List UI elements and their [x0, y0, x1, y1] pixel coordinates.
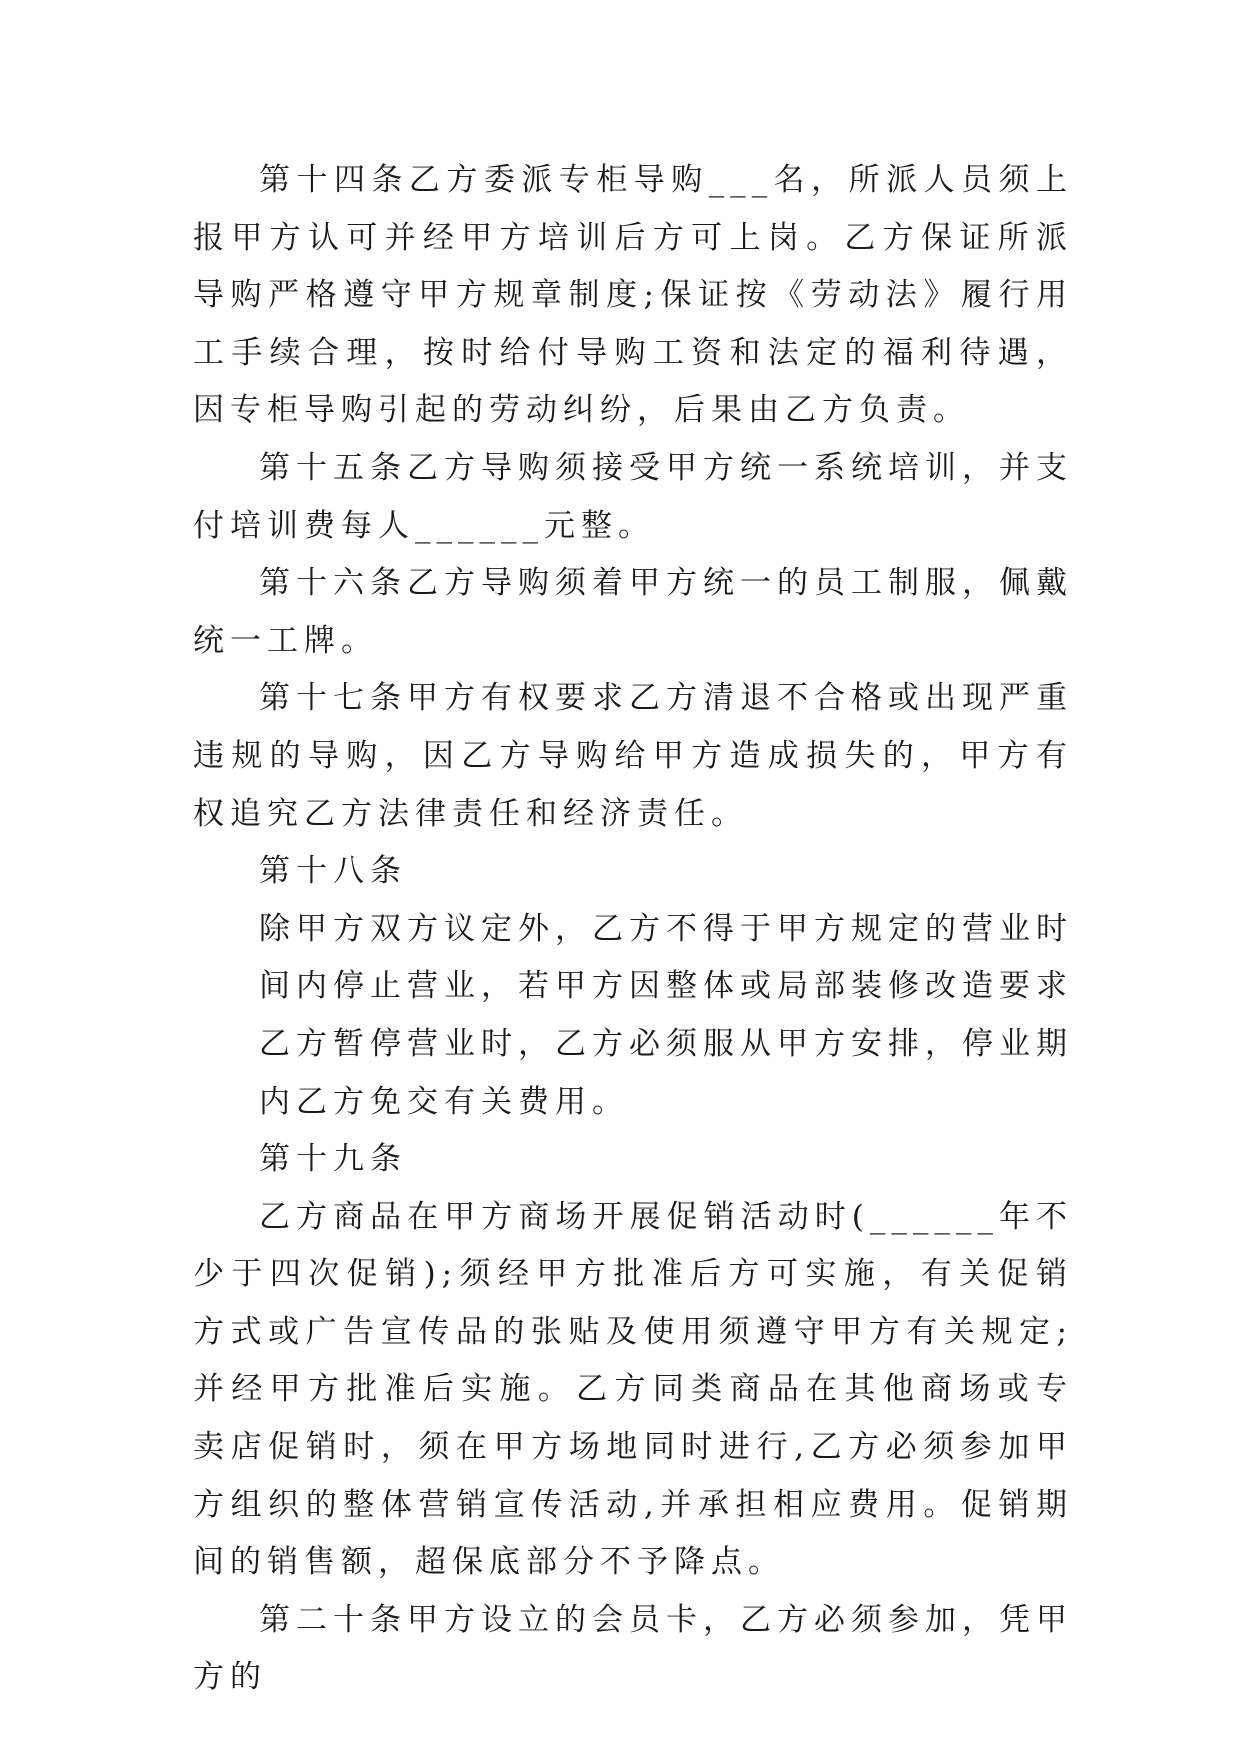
article-15-paragraph: 第十五条乙方导购须接受甲方统一系统培训，并支付培训费每人______元整。	[193, 449, 1073, 544]
article-18-heading: 第十八条	[259, 853, 407, 890]
contract-text	[193, 152, 1073, 1707]
article-16-paragraph: 第十六条乙方导购须着甲方统一的员工制服，佩戴统一工牌。	[193, 565, 1073, 659]
article-20-paragraph: 第二十条甲方设立的会员卡，乙方必须参加，凭甲方的	[193, 1601, 1073, 1696]
article-14-paragraph: 第十四条乙方委派专柜导购___名，所派人员须上报甲方认可并经甲方培训后方可上岗。乙方保证所派导购严格遵守甲方规章制度;保证按《劳动法》履行用工手续合理，按时给付导购工资和法定的福利待遇，因专柜导购引起的劳动纠纷，后果由乙方负责。	[193, 162, 1073, 429]
article-17-paragraph: 第十七条甲方有权要求乙方清退不合格或出现严重违规的导购，因乙方导购给甲方造成损失的，甲方有权追究乙方法律责任和经济责任。	[193, 680, 1073, 832]
article-19-heading: 第十九条	[259, 1141, 407, 1178]
article-18-body: 除甲方双方议定外，乙方不得于甲方规定的营业时间内停止营业，若甲方因整体或局部装修改造要求乙方暂停营业时，乙方必须服从甲方安排，停业期内乙方免交有关费用。	[259, 910, 1073, 1120]
article-19-body: 乙方商品在甲方商场开展促销活动时(______年不少于四次促销);须经甲方批准后方可实施，有关促销方式或广告宣传品的张贴及使用须遵守甲方有关规定;并经甲方批准后实施。乙方同类商品在其他商场或专卖店促销时，须在甲方场地同时进行,乙方必须参加甲方组织的整体营销宣传活动,并承担相应费用。促销期间的销售额，超保底部分不予降点。	[193, 1198, 1073, 1581]
